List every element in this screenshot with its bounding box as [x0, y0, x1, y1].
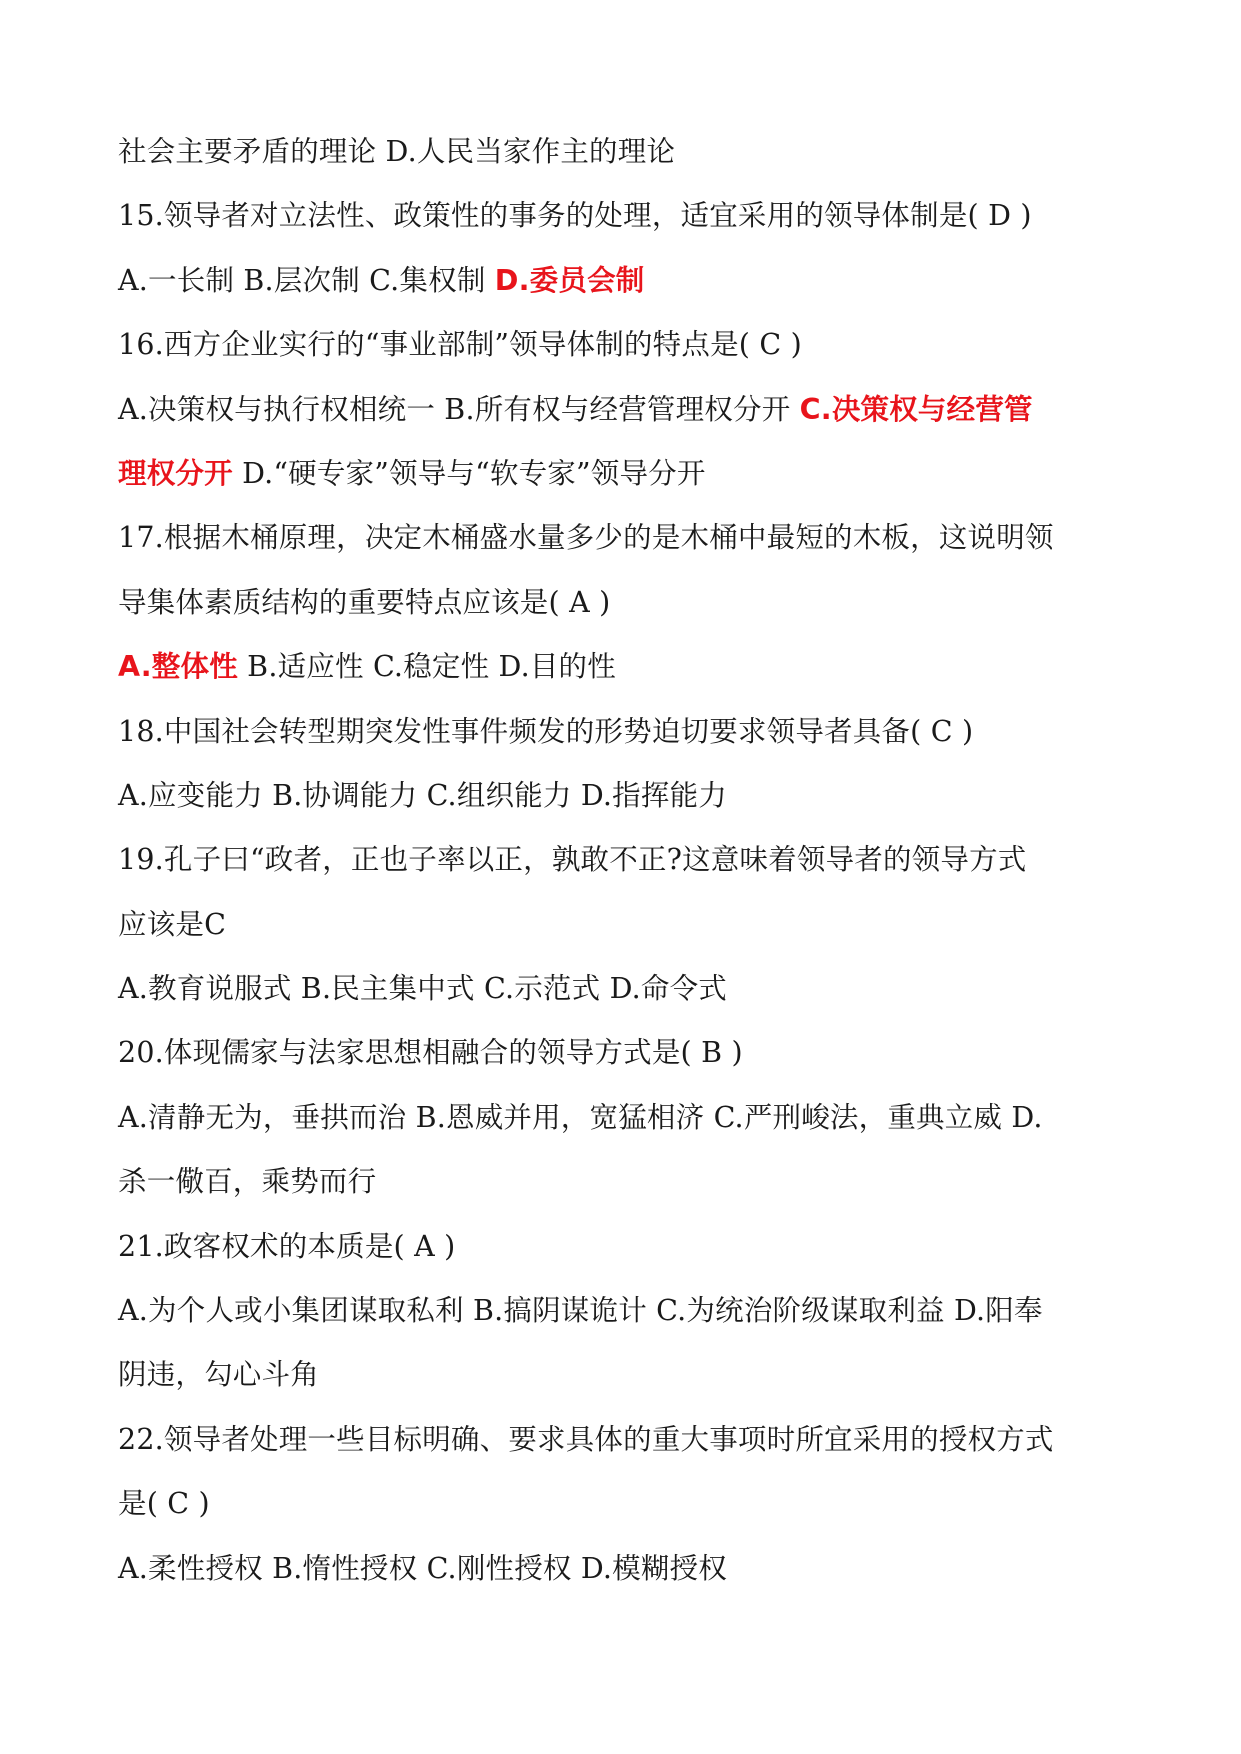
- text-line: [118, 120, 1133, 184]
- text-run: A.为个人或小集团谋取私利 B.搞阴谋诡计 C.为统治阶级谋取利益 D.阳奉: [118, 1294, 1043, 1328]
- text-run: 18.中国社会转型期突发性事件频发的形势迫切要求领导者具备( C ): [118, 714, 974, 748]
- text-run: A.决策权与执行权相统一 B.所有权与经营管理权分开: [118, 392, 800, 426]
- text-run: 导集体素质结构的重要特点应该是( A ): [118, 585, 611, 619]
- text-run: 16.西方企业实行的“事业部制”领导体制的特点是( C ): [118, 328, 802, 362]
- answer-highlight: 理权分开: [118, 456, 233, 490]
- text-run: D.“硬专家”领导与“软专家”领导分开: [232, 456, 706, 490]
- text-run: 社会主要矛盾的理论 D.人民当家作主的理论: [118, 135, 676, 168]
- text-run: 15.领导者对立法性、政策性的事务的处理，适宜采用的领导体制是( D ): [118, 199, 1032, 233]
- question-15-options: [118, 249, 1133, 313]
- text-run: 是( C ): [118, 1487, 210, 1521]
- question-19: [118, 828, 1133, 892]
- document-body: [118, 120, 1133, 1601]
- text-run: 17.根据木桶原理，决定木桶盛水量多少的是木桶中最短的木板，这说明领: [118, 521, 1054, 555]
- question-15: [118, 184, 1133, 248]
- text-run: 20.体现儒家与法家思想相融合的领导方式是( B ): [118, 1036, 743, 1070]
- question-22-cont: [118, 1472, 1133, 1536]
- text-run: A.一长制 B.层次制 C.集权制: [118, 263, 495, 297]
- question-18: [118, 700, 1133, 764]
- question-17-options: [118, 635, 1133, 699]
- text-run: 杀一儆百，乘势而行: [118, 1165, 377, 1199]
- question-21-options: [118, 1279, 1133, 1343]
- text-run: B.适应性 C.稳定性 D.目的性: [237, 650, 616, 684]
- question-21-options-cont: [118, 1343, 1133, 1407]
- answer-highlight: D.委员会制: [494, 263, 645, 297]
- text-run: 19.孔子曰“政者，正也子率以正，孰敢不正?这意味着领导者的领导方式: [118, 843, 1027, 877]
- question-20-options: [118, 1086, 1133, 1150]
- question-16: [118, 313, 1133, 377]
- text-run: A.应变能力 B.协调能力 C.组织能力 D.指挥能力: [118, 778, 727, 812]
- question-20-options-cont: [118, 1150, 1133, 1214]
- question-16-options: [118, 378, 1133, 442]
- text-run: A.清静无为，垂拱而治 B.恩威并用，宽猛相济 C.严刑峻法，重典立威 D.: [118, 1100, 1043, 1134]
- text-run: 阴违，勾心斗角: [118, 1358, 319, 1392]
- question-16-options-cont: [118, 442, 1133, 506]
- question-17-cont: [118, 571, 1133, 635]
- answer-highlight: A.整体性: [118, 650, 238, 684]
- answer-highlight: C.决策权与经营管: [799, 392, 1033, 426]
- text-run: 22.领导者处理一些目标明确、要求具体的重大事项时所宜采用的授权方式: [118, 1422, 1054, 1456]
- question-19-options: [118, 957, 1133, 1021]
- text-run: 应该是C: [118, 907, 227, 941]
- question-22: [118, 1408, 1133, 1472]
- question-20: [118, 1021, 1133, 1085]
- question-22-options: [118, 1537, 1133, 1601]
- text-run: 21.政客权术的本质是( A ): [118, 1229, 456, 1263]
- text-run: A.教育说服式 B.民主集中式 C.示范式 D.命令式: [118, 972, 727, 1006]
- question-21: [118, 1215, 1133, 1279]
- question-19-cont: [118, 893, 1133, 957]
- question-17: [118, 506, 1133, 570]
- text-run: A.柔性授权 B.惰性授权 C.刚性授权 D.模糊授权: [118, 1551, 727, 1585]
- question-18-options: [118, 764, 1133, 828]
